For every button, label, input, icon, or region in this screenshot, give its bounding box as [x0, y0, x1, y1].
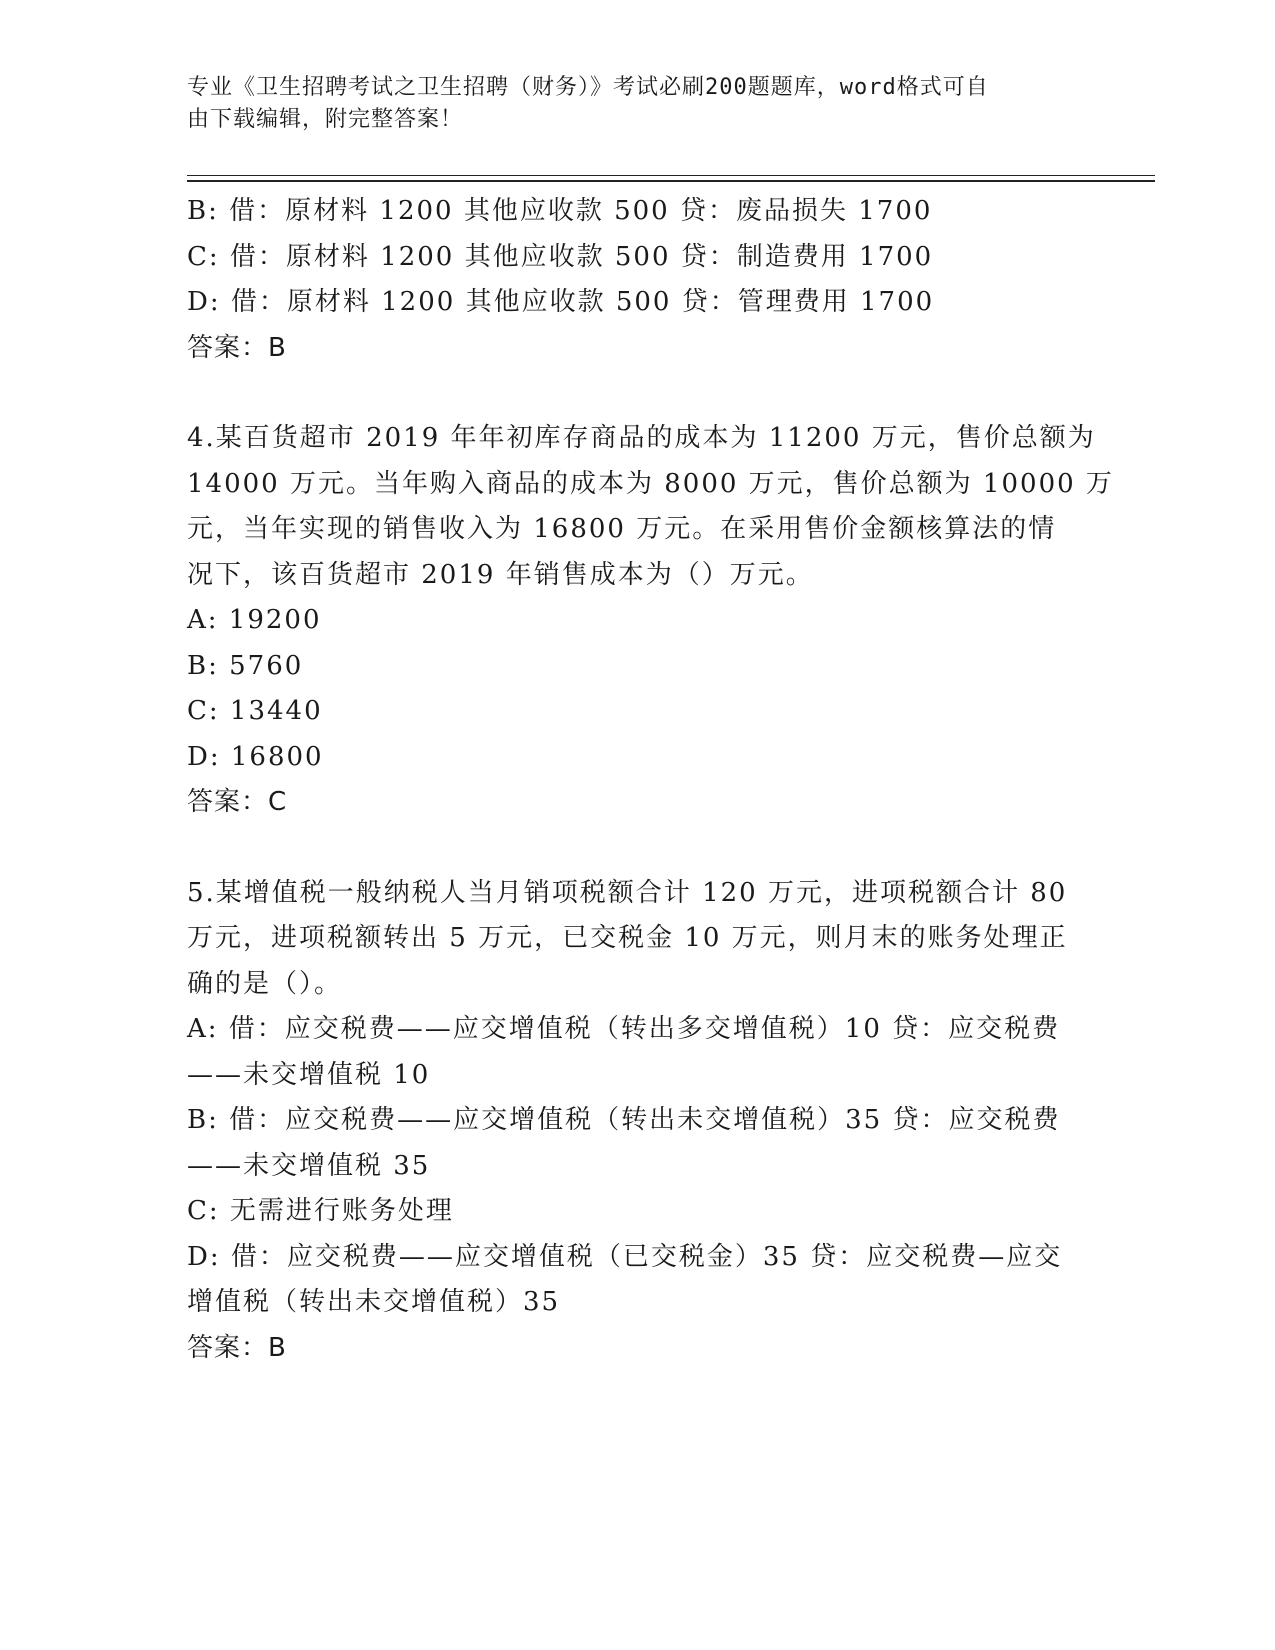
- q4-option-c: C: 13440: [187, 696, 323, 726]
- header-divider-thin: [187, 175, 1155, 176]
- question-4: [187, 416, 1114, 826]
- q3-option-d: D: 借：原材料 1200 其他应收款 500 贷：管理费用 1700: [187, 287, 935, 317]
- q3-answer: 答案：B: [187, 332, 287, 363]
- q4-option-a: A: 19200: [187, 605, 322, 635]
- q5-option-a-line-1: A: 借：应交税费——应交增值税（转出多交增值税）10 贷：应交税费: [187, 1014, 1061, 1044]
- q5-stem-line-2: 万元，进项税额转出 5 万元，已交税金 10 万元，则月末的账务处理正: [187, 923, 1068, 953]
- q4-stem-line-3: 元，当年实现的销售收入为 16800 万元。在采用售价金额核算法的情: [187, 514, 1057, 544]
- q4-stem-line-2: 14000 万元。当年购入商品的成本为 8000 万元，售价总额为 10000 万: [187, 468, 1114, 499]
- q5-option-d-line-1: D: 借：应交税费——应交增值税（已交税金）35 贷：应交税费—应交: [187, 1241, 1063, 1272]
- q4-stem-line-1: 4.某百货超市 2019 年年初库存商品的成本为 11200 万元，售价总额为: [187, 423, 1096, 453]
- header-divider-thick: [187, 180, 1155, 182]
- q5-option-b-line-1: B: 借：应交税费——应交增值税（转出未交增值税）35 贷：应交税费: [187, 1105, 1061, 1135]
- document-body: [187, 189, 1114, 1371]
- q4-answer: 答案：C: [187, 787, 288, 817]
- q5-answer: 答案：B: [187, 1332, 287, 1363]
- q4-option-d: D: 16800: [187, 741, 324, 772]
- q5-option-d-line-2: 增值税（转出未交增值税）35: [187, 1287, 561, 1317]
- q3-option-c: C: 借：原材料 1200 其他应收款 500 贷：制造费用 1700: [187, 241, 934, 272]
- q5-stem-line-1: 5.某增值税一般纳税人当月销项税额合计 120 万元，进项税额合计 80: [187, 877, 1068, 908]
- question-3-continued: [187, 189, 1087, 371]
- question-5: [187, 871, 1087, 1372]
- q5-option-b-line-2: ——未交增值税 35: [187, 1150, 431, 1181]
- q4-stem-line-4: 况下，该百货超市 2019 年销售成本为（）万元。: [187, 559, 814, 590]
- spacer: [187, 826, 1087, 871]
- spacer: [187, 371, 1087, 416]
- q4-option-b: B: 5760: [187, 650, 304, 681]
- q5-stem-line-3: 确的是（）。: [187, 968, 343, 999]
- header-line-1: 专业《卫生招聘考试之卫生招聘（财务）》考试必刷200题题库，word格式可自: [187, 75, 989, 100]
- document-header: [187, 72, 1067, 136]
- q5-option-a-line-2: ——未交增值税 10: [187, 1059, 431, 1090]
- header-line-2: 由下载编辑，附完整答案！: [187, 107, 464, 132]
- q5-option-c: C: 无需进行账务处理: [187, 1196, 454, 1226]
- q3-option-b: B: 借：原材料 1200 其他应收款 500 贷：废品损失 1700: [187, 196, 933, 226]
